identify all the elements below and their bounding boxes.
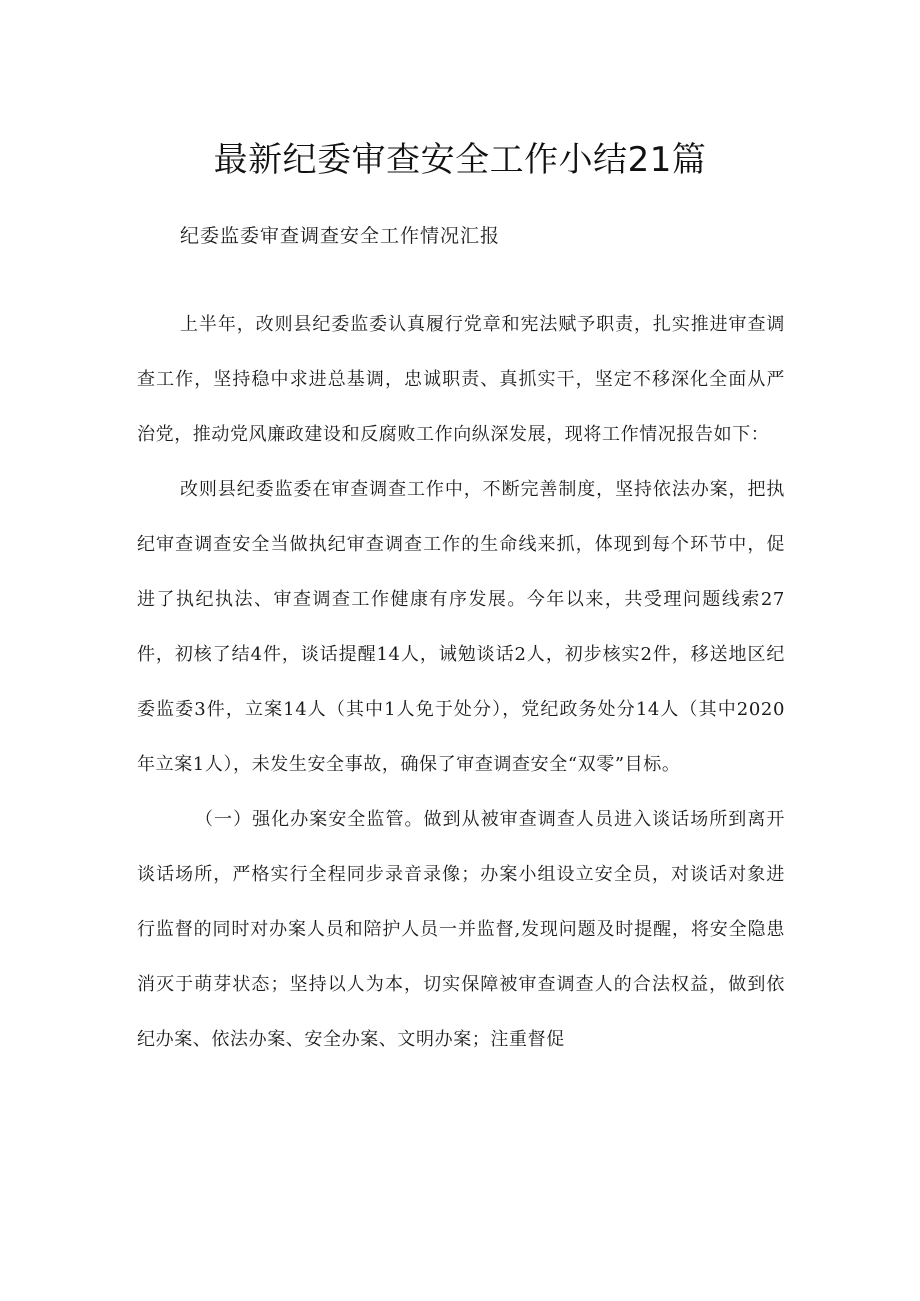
document-body bbox=[137, 297, 785, 1067]
document-title: 最新纪委审查安全工作小结21篇 bbox=[213, 140, 707, 180]
document-subtitle: 纪委监委审查调查安全工作情况汇报 bbox=[180, 225, 501, 247]
paragraph-summary: 改则县纪委监委在审查调查工作中，不断完善制度，坚持依法办案，把执纪审查调查安全当做执纪审查调查工作的生命线来抓，体现到每个环节中，促进了执纪执法、审查调查工作健康有序发展。今年以来，共受理问题线索27件，初核了结4件，谈话提醒14人，诫勉谈话2人，初步核实2件，移送地区纪委监委3件，立案14人（其中1人免于处分），党纪政务处分14人（其中2020年立案1人），未发生安全事故，确保了审查调查安全“双零”目标。 bbox=[137, 479, 785, 775]
paragraph-intro: 上半年，改则县纪委监委认真履行党章和宪法赋予职责，扎实推进审查调查工作，坚持稳中求进总基调，忠诚职责、真抓实干，坚定不移深化全面从严治党，推动党风廉政建设和反腐败工作向纵深发展，现将工作情况报告如下： bbox=[137, 314, 785, 445]
paragraph-section-1: （一）强化办案安全监管。做到从被审查调查人员进入谈话场所到离开谈话场所，严格实行全程同步录音录像；办案小组设立安全员，对谈话对象进行监督的同时对办案人员和陪护人员一并监督,发现问题及时提醒，将安全隐患消灭于萌芽状态；坚持以人为本，切实保障被审查调查人的合法权益，做到依纪办案、依法办案、安全办案、文明办案；注重督促 bbox=[137, 809, 785, 1050]
